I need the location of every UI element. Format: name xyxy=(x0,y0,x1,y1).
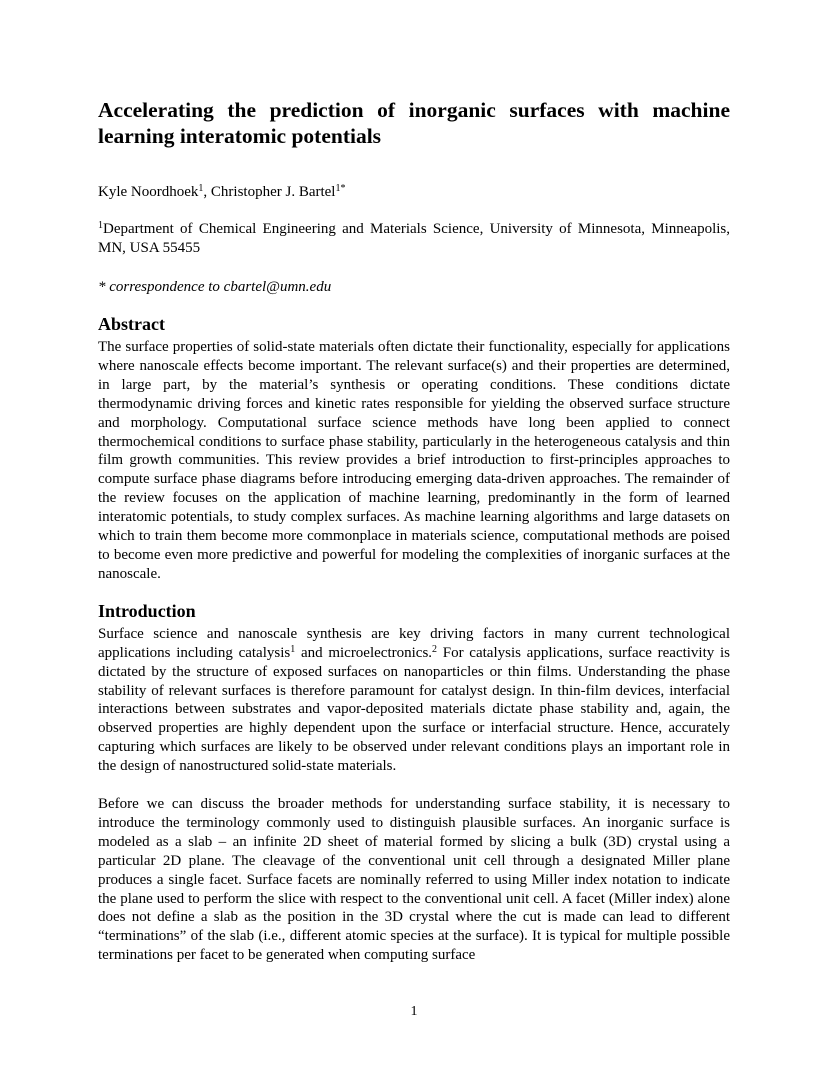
affiliation xyxy=(98,220,730,258)
citation-marker: 1 xyxy=(290,643,296,655)
author-name: Christopher J. Bartel xyxy=(210,184,336,200)
introduction-paragraph-1 xyxy=(98,625,730,776)
abstract-heading: Abstract xyxy=(98,314,165,334)
affiliation-marker: 1* xyxy=(335,183,346,194)
author-name: Kyle Noordhoek xyxy=(98,184,199,200)
abstract-text: The surface properties of solid-state materials often dictate their functionality, especially for applications where nanoscale effects become important. The relevant surface(s) and their properties are determined, in large part, by the material’s synthesis or operating conditions. These conditions dictate thermodynamic driving forces and kinetic rates responsible for yielding the observed surface structure and morphology. Computational surface science methods have long been applied to connect thermochemical conditions to surface phase stability, particularly in the heterogeneous catalysis and thin film growth communities. This review provides a brief introduction to first-principles approaches to compute surface phase diagrams before introducing emerging data-driven approaches. The remainder of the review focuses on the application of machine learning, predominantly in the form of learned interatomic potentials, to study complex surfaces. As machine learning algorithms and large datasets on which to train them become more commonplace in materials science, computational methods are poised to become even more predictive and powerful for modeling the complexities of inorganic surfaces at the nanoscale. xyxy=(98,339,730,582)
paragraph-text: Surface science and nanoscale synthesis are key driving factors in many current technological applications including catalysis xyxy=(98,625,730,661)
affiliation-marker: 1 xyxy=(198,183,204,194)
paragraph-text: For catalysis applications, surface reactivity is dictated by the structure of exposed surfaces on nanoparticles or thin films. Understanding the phase stability of relevant surfaces is therefore paramount for catalyst design. In thin-film devices, interfacial interactions between substrates and vapor-deposited materials dictate phase stability and, again, the observed properties are highly dependent upon the surface or interfacial structure. Hence, accurately capturing which surfaces are likely to be observed under relevant conditions plays an important role in the design of nanostructured solid-state materials. xyxy=(98,644,730,775)
paper-title: Accelerating the prediction of inorganic surfaces with machine learning interatomic potentials xyxy=(98,98,730,148)
paragraph-text: and microelectronics. xyxy=(295,644,433,661)
author-line xyxy=(98,183,730,202)
introduction-paragraph-2: Before we can discuss the broader methods for understanding surface stability, it is necessary to introduce the terminology commonly used to distinguish plausible surfaces. An inorganic surface is modeled as a slab – an infinite 2D sheet of material formed by slicing a bulk (3D) crystal using a particular 2D plane. The cleavage of the conventional unit cell through a designated Miller plane produces a single facet. Surface facets are nominally referred to using Miller index notation to indicate the plane used to perform the slice with respect to the conventional unit cell. A facet (Miller index) alone does not define a slab as the position in the 3D crystal where the cut is made can lead to different “terminations” of the slab (i.e., different atomic species at the surface). It is typical for multiple possible terminations per facet to be generated when computing surface xyxy=(98,796,730,964)
introduction-heading: Introduction xyxy=(98,600,196,621)
author-separator: , xyxy=(203,184,211,200)
page-number: 1 xyxy=(410,1004,418,1019)
correspondence-note: * correspondence to cbartel@umn.edu xyxy=(98,279,332,295)
paper-page xyxy=(98,97,730,965)
affiliation-marker: 1 xyxy=(98,220,103,231)
citation-marker: 2 xyxy=(432,643,438,655)
affiliation-text: Department of Chemical Engineering and Materials Science, University of Minnesota, Minneapolis, MN, USA 55455 xyxy=(98,221,730,256)
